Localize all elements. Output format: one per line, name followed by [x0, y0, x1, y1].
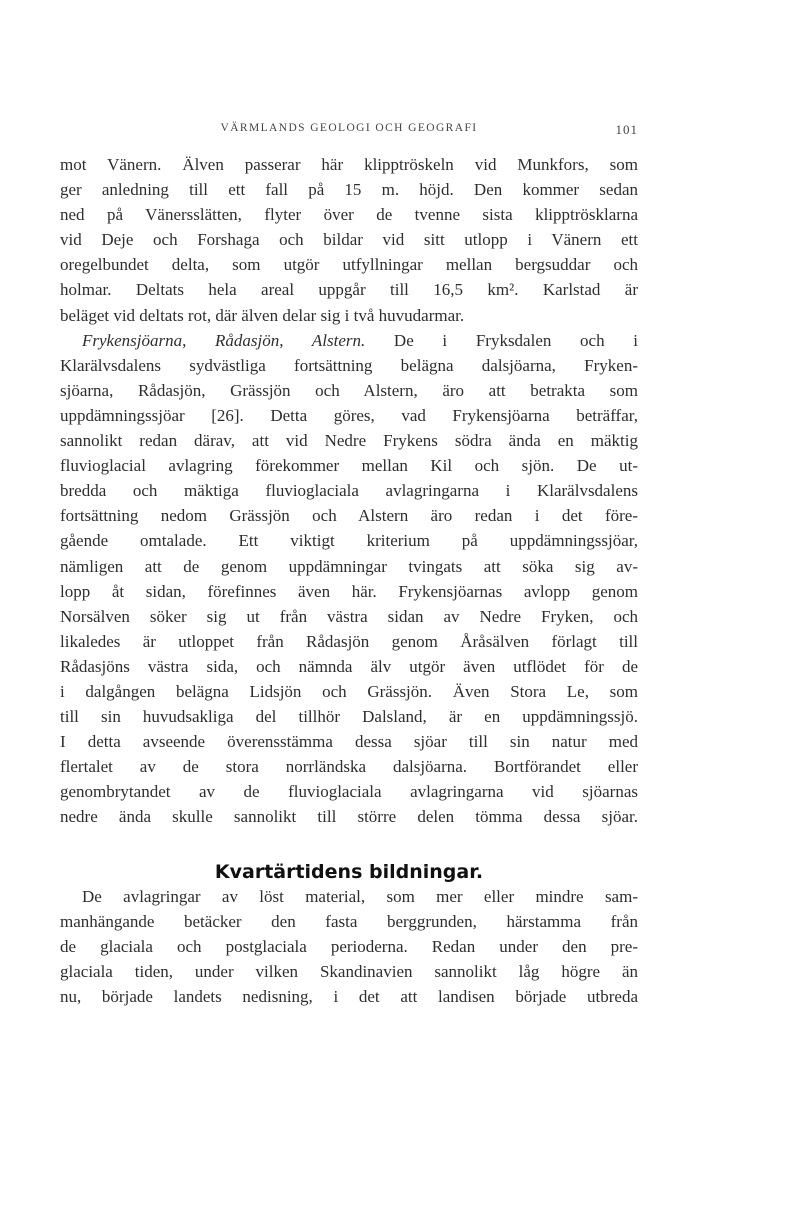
section-heading: Kvartärtidens bildningar. [214, 860, 484, 883]
text-line: Klarälvsdalens sydvästliga fortsättning belägna dalsjöarna, Fryken- [60, 355, 638, 375]
text-line: genombrytandet av de fluvioglaciala avlagringarna vid sjöarnas [60, 782, 638, 802]
text-line-with-italic-lead [60, 328, 638, 353]
text-line: vid Deje och Forshaga och bildar vid sitt utlopp i Vänern ett [60, 230, 638, 250]
main-text [60, 152, 638, 830]
text-line: De avlagringar av löst material, som mer eller mindre sam- [82, 887, 638, 906]
text-line: mot Vänern. Älven passerar här klipptröskeln vid Munkfors, som [60, 155, 638, 174]
text-line: ger anledning till ett fall på 15 m. höjd. Den kommer sedan [60, 180, 638, 200]
text-line: glaciala tiden, under vilken Skandinavien sannolikt låg högre än [60, 962, 638, 982]
text-line: oregelbundet delta, som utgör utfyllningar mellan bergsuddar och [60, 255, 638, 275]
text-line: sjöarna, Rådasjön, Grässjön och Alstern, äro att betrakta som [60, 380, 638, 400]
italic-subheading: Frykensjöarna, Rådasjön, Alstern. [82, 330, 366, 350]
text-line: gående omtalade. Ett viktigt kriterium på uppdämningssjöar, [60, 531, 638, 551]
text-line: likaledes är utloppet från Rådasjön genom Åråsälven förlagt till [60, 631, 638, 651]
text-line: I detta avseende överensstämma dessa sjöar till sin natur med [60, 732, 638, 752]
section-text [60, 884, 638, 1009]
paragraph [60, 152, 638, 328]
text-line: lopp åt sidan, förefinnes även här. Frykensjöarnas avlopp genom [60, 581, 638, 601]
text-line: bredda och mäktiga fluvioglaciala avlagringarna i Klarälvsdalens [60, 481, 638, 501]
page-number: 101 [615, 122, 638, 137]
text-line: i dalgången belägna Lidsjön och Grässjön. Även Stora Le, som [60, 681, 638, 701]
text-line: de glaciala och postglaciala perioderna. Redan under den pre- [60, 937, 638, 957]
text-line: nämligen att de genom uppdämningar tvingats att söka sig av- [60, 556, 638, 576]
running-header [60, 122, 638, 142]
paragraph [60, 328, 638, 830]
text-line: fortsättning nedom Grässjön och Alstern äro redan i det före- [60, 506, 638, 526]
text-line: till sin huvudsakliga del tillhör Dalsland, är en uppdämningssjö. [60, 707, 638, 727]
text-line: Norsälven söker sig ut från västra sidan av Nedre Fryken, och [60, 606, 638, 626]
text-line: fluvioglacial avlagring förekommer mellan Kil och sjön. De ut- [60, 456, 638, 476]
text-line: Rådasjöns västra sida, och nämnda älv utgör även utflödet för de [60, 656, 638, 676]
text-line: beläget vid deltats rot, där älven delar sig i två huvudarmar. [60, 305, 465, 325]
text-line: ned på Vänersslätten, flyter över de tvenne sista klipptrösklarna [60, 205, 638, 225]
text-line: holmar. Deltats hela areal uppgår till 16,5 km². Karlstad är [60, 280, 638, 300]
text-fragment: De i Fryksdalen och i [393, 330, 639, 350]
text-line: flertalet av de stora norrländska dalsjöarna. Bortförandet eller [60, 757, 638, 777]
text-line: uppdämningssjöar [26]. Detta göres, vad Frykensjöarna beträffar, [60, 405, 638, 425]
text-line: sannolikt redan därav, att vid Nedre Frykens södra ända en mäktig [60, 431, 638, 451]
text-line: nedre ända skulle sannolikt till större delen tömma dessa sjöar. [60, 807, 638, 827]
running-title: VÄRMLANDS GEOLOGI OCH GEOGRAFI [220, 122, 478, 134]
text-line: manhängande betäcker den fasta berggrunden, härstamma från [60, 912, 638, 932]
text-line: nu, började landets nedisning, i det att landisen började utbreda [60, 987, 638, 1007]
